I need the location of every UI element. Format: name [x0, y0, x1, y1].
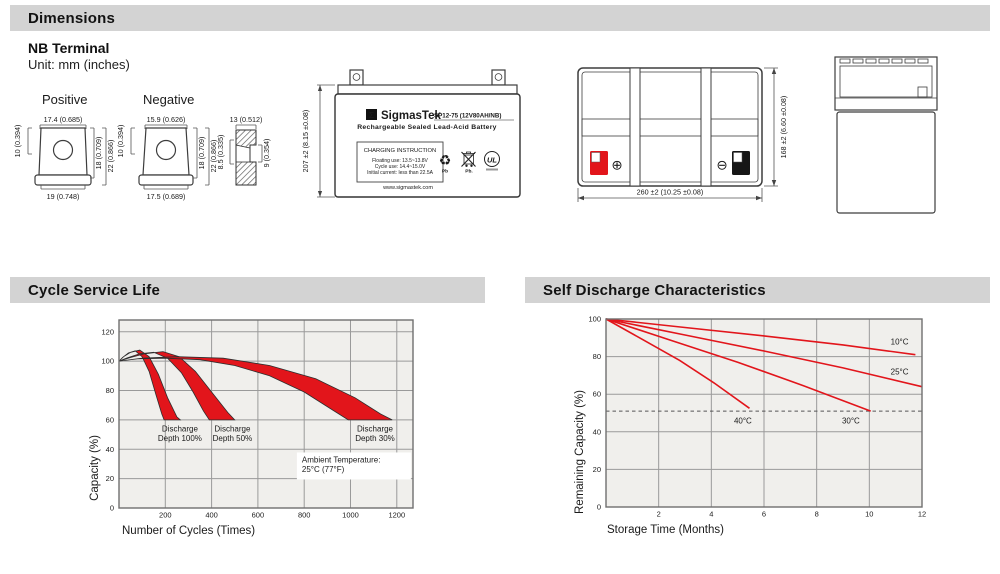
negative-terminal-drawing: [116, 92, 218, 201]
svg-text:Depth 100%: Depth 100%: [157, 434, 202, 444]
cycle-service-life-chart: [85, 310, 500, 545]
svg-text:Storage Time (Months): Storage Time (Months): [607, 524, 724, 536]
positive-label: Positive: [42, 92, 88, 107]
svg-text:1200: 1200: [388, 510, 406, 520]
positive-terminal-drawing: [13, 92, 115, 201]
svg-text:Ambient Temperature:: Ambient Temperature:: [301, 455, 381, 465]
end-view-lid: [835, 57, 937, 110]
handle-strap-left: [630, 68, 640, 186]
negative-inner-height-dim: 18 (0.709): [197, 136, 206, 170]
battery-type-line: Rechargeable Sealed Lead-Acid Battery: [357, 124, 497, 131]
negative-bottom-dim: 17.5 (0.689): [146, 192, 186, 201]
negative-outer-height-dim: 22 (0.866): [209, 139, 218, 173]
svg-text:Depth 30%: Depth 30%: [355, 434, 395, 444]
svg-text:40: 40: [105, 444, 114, 454]
positive-bottom-dim: 19 (0.748): [46, 192, 80, 201]
battery-front-view: [295, 52, 545, 217]
top-width-dim-label: 260 ±2 (10.25 ±0.08): [636, 187, 704, 197]
self-discharge-header: [525, 277, 990, 303]
charging-line-1: Floating use: 13.5~13.8V: [372, 158, 428, 164]
website-text: www.sigmastek.com: [383, 185, 433, 191]
charging-line-2: Cycle use: 14.4~15.0V: [374, 164, 426, 170]
negative-bolt-hole: [157, 141, 176, 160]
brand-name: SigmasTek: [381, 110, 441, 122]
svg-text:80: 80: [105, 386, 114, 395]
positive-inner-height-dim: 18 (0.709): [94, 136, 103, 170]
svg-text:400: 400: [205, 510, 218, 520]
svg-text:Depth 50%: Depth 50%: [212, 434, 253, 444]
depth-dimension: [764, 68, 788, 186]
pb-trash-text: Pb.: [465, 169, 473, 175]
dimensions-section-header: [10, 5, 990, 31]
battery-top-view: [570, 55, 800, 215]
recycle-icon: ♻: [438, 152, 452, 168]
svg-text:80: 80: [592, 352, 601, 362]
battery-end-view: [815, 50, 950, 220]
svg-text:Remaining Capacity (%): Remaining Capacity (%): [574, 390, 586, 514]
ul-mark-text: UL: [487, 155, 497, 165]
brand-logo-glyph: Σ: [368, 109, 375, 120]
svg-text:800: 800: [297, 510, 311, 520]
svg-text:Capacity (%): Capacity (%): [89, 435, 101, 501]
svg-text:1000: 1000: [342, 510, 359, 520]
positive-top-dim: 17.4 (0.685): [43, 115, 83, 124]
cycle-service-life-title: Cycle Service Life: [28, 281, 161, 299]
svg-text:Discharge: Discharge: [356, 424, 394, 434]
nb-terminal-drawings: [10, 88, 300, 208]
svg-text:200: 200: [159, 510, 172, 520]
charging-title: CHARGING INSTRUCTION: [363, 148, 437, 154]
svg-text:0: 0: [596, 502, 601, 512]
negative-label: Negative: [143, 92, 195, 107]
svg-text:4: 4: [709, 509, 714, 519]
cycle-service-life-header: [10, 277, 485, 303]
mounting-tab-right: [492, 70, 505, 85]
self-discharge-chart: [570, 310, 970, 545]
svg-text:25°C: 25°C: [890, 367, 909, 377]
svg-text:Discharge: Discharge: [214, 424, 251, 434]
profile-left-dim: 8.5 (0.335): [216, 134, 225, 170]
svg-text:100: 100: [588, 314, 601, 324]
profile-top-dim: 13 (0.512): [229, 115, 263, 124]
svg-text:40: 40: [592, 427, 601, 437]
svg-text:25°C (77°F): 25°C (77°F): [301, 465, 345, 474]
svg-text:120: 120: [101, 327, 114, 337]
handle-strap-right: [701, 68, 711, 186]
svg-text:6: 6: [761, 509, 767, 519]
positive-bolt-hole: [54, 141, 73, 160]
end-view-body: [837, 112, 935, 213]
top-depth-dim-label: 168 ±2 (6.60 ±0.08): [779, 95, 788, 159]
charging-line-3: Initial current: less than 22.5A: [367, 170, 433, 176]
svg-text:20: 20: [105, 474, 114, 484]
negative-left-dim: 10 (0.394): [116, 124, 125, 158]
svg-text:Discharge: Discharge: [161, 424, 198, 434]
mounting-tab-left: [350, 70, 363, 85]
svg-text:10°C: 10°C: [890, 337, 909, 347]
dimensions-title: Dimensions: [28, 9, 116, 27]
svg-text:30°C: 30°C: [841, 416, 860, 426]
front-height-dim-label: 207 ±2 (8.15 ±0.08): [301, 109, 310, 173]
svg-text:100: 100: [101, 356, 114, 366]
front-height-dimension: [301, 85, 335, 197]
positive-left-dim: 10 (0.394): [13, 124, 22, 158]
profile-right-dim: 9 (0.354): [262, 138, 271, 168]
nb-terminal-heading: NB Terminal: [28, 40, 110, 56]
negative-symbol: ⊖: [716, 157, 728, 173]
svg-text:12: 12: [917, 509, 927, 519]
unit-note: Unit: mm (inches): [28, 57, 130, 72]
positive-symbol: ⊕: [611, 157, 623, 173]
battery-lid: [338, 85, 517, 94]
svg-text:2: 2: [656, 509, 661, 519]
width-dimension: [578, 188, 762, 203]
terminal-side-profile-drawing: [216, 115, 271, 185]
self-discharge-title: Self Discharge Characteristics: [543, 281, 766, 299]
svg-text:8: 8: [814, 509, 819, 519]
svg-text:600: 600: [251, 510, 265, 520]
svg-text:40°C: 40°C: [733, 416, 752, 426]
svg-text:20: 20: [592, 464, 601, 474]
negative-top-dim: 15.9 (0.626): [146, 115, 186, 124]
svg-text:0: 0: [109, 503, 114, 513]
svg-text:60: 60: [105, 415, 114, 425]
model-number: SP12-75 (12V80AH/NB): [434, 112, 502, 120]
svg-text:10: 10: [865, 509, 874, 519]
svg-text:Number of Cycles (Times): Number of Cycles (Times): [122, 525, 256, 537]
positive-outer-height-dim: 22 (0.866): [106, 139, 115, 173]
svg-text:60: 60: [592, 389, 601, 399]
pb-recycle-text: Pb: [441, 169, 449, 175]
